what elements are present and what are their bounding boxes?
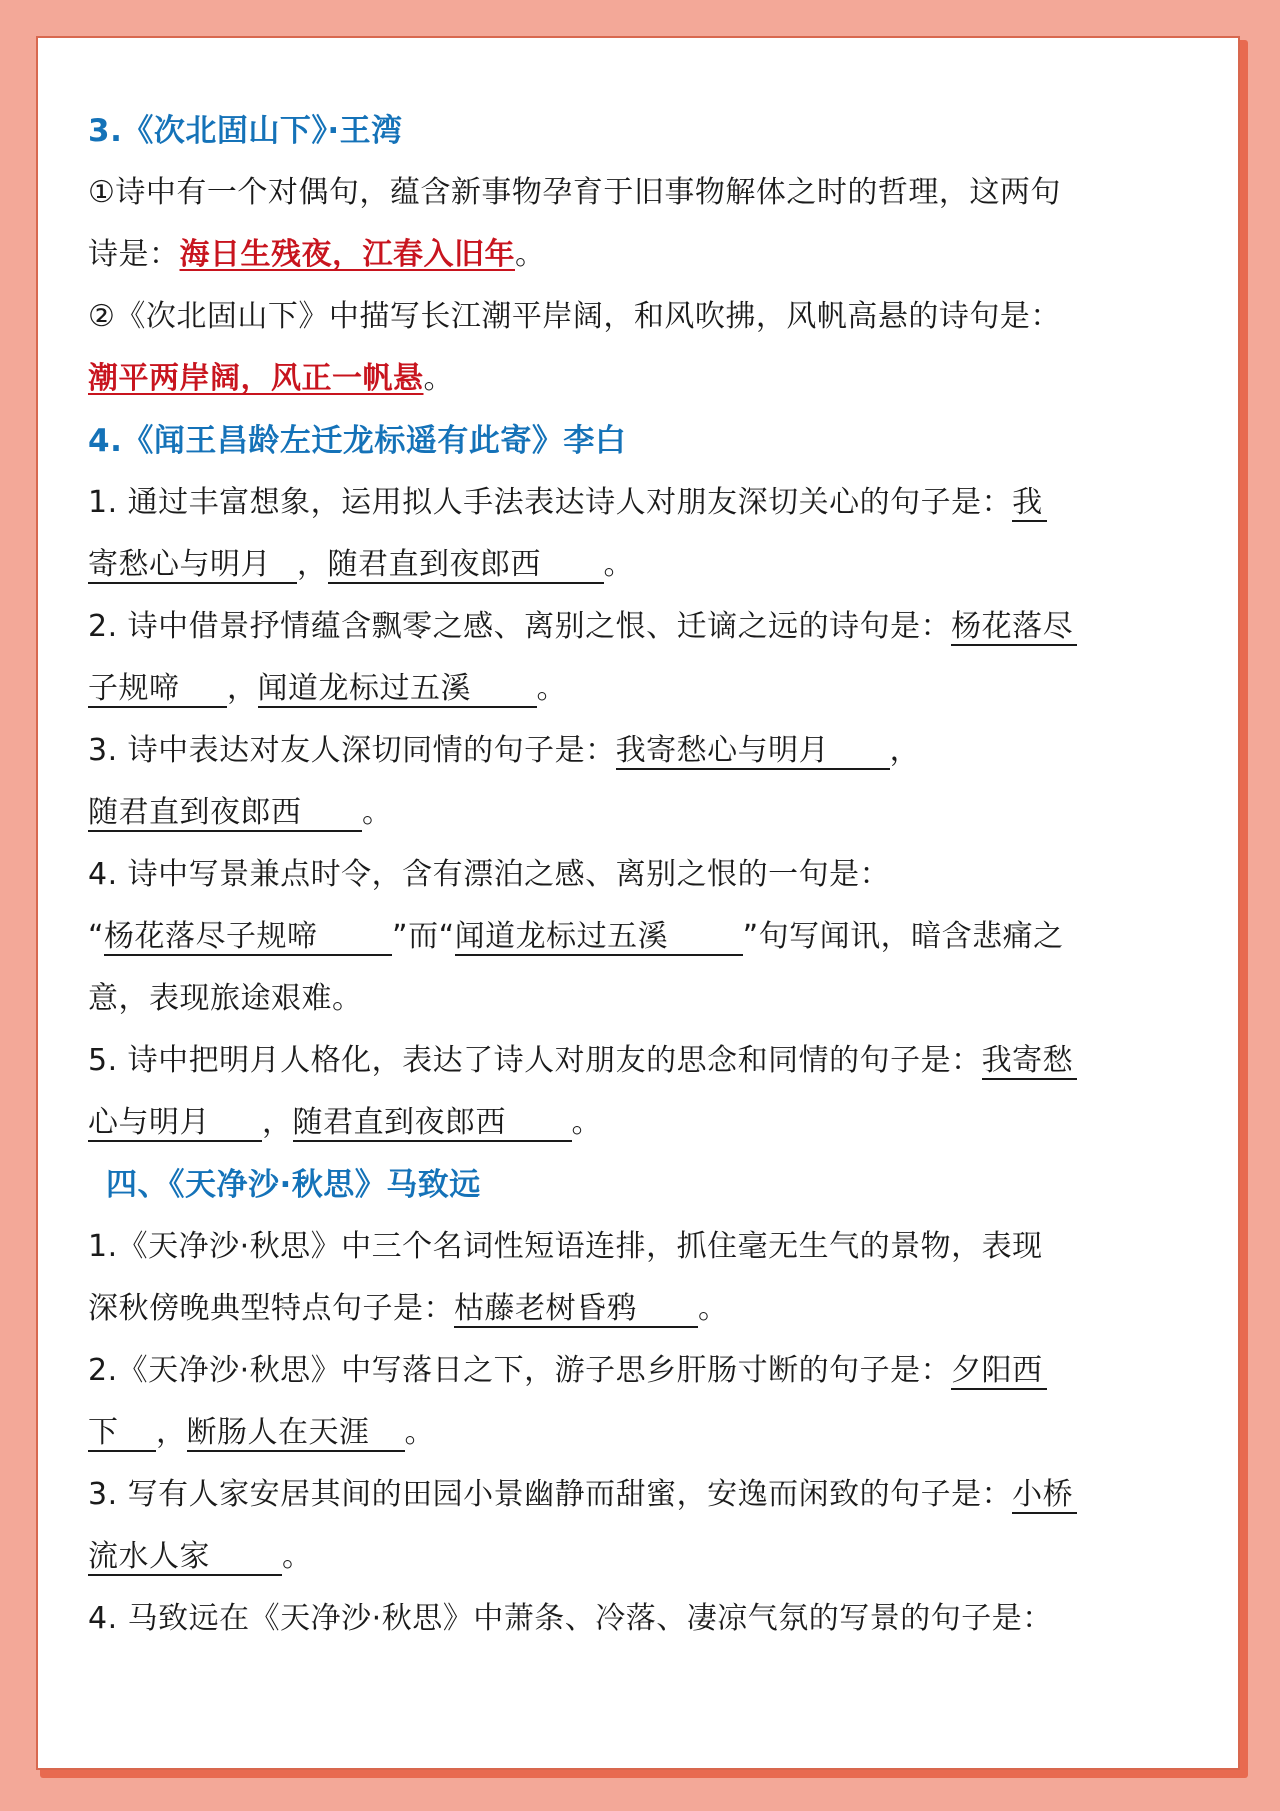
punctuation: ， (227, 671, 258, 706)
question-line: 意，表现旅途艰难。 (88, 981, 363, 1016)
question-line (88, 658, 1238, 720)
question-text: 3. 诗中表达对友人深切同情的句子是： (88, 733, 616, 768)
answer-blank: 我寄愁 (982, 1044, 1078, 1080)
punctuation: ， (156, 1415, 187, 1450)
answer-blank: 子规啼 (88, 672, 227, 708)
question-line: 1.《天净沙·秋思》中三个名词性短语连排，抓住毫无生气的景物，表现 (88, 1229, 1043, 1264)
question-text: 1. 通过丰富想象，运用拟人手法表达诗人对朋友深切关心的句子是： (88, 485, 1013, 520)
question-text: 2.《天净沙·秋思》中写落日之下，游子思乡肝肠寸断的句子是： (88, 1353, 952, 1388)
question-text: 5. 诗中把明月人格化，表达了诗人对朋友的思念和同情的句子是： (88, 1043, 982, 1078)
punctuation: 。 (362, 795, 393, 830)
answer-blank: 闻道龙标过五溪 (455, 920, 743, 956)
question-line: ②《次北固山下》中描写长江潮平岸阔，和风吹拂，风帆高悬的诗句是： (88, 299, 1061, 334)
question-line (88, 1030, 1238, 1092)
punctuation: ， (262, 1105, 293, 1140)
answer-blank: 枯藤老树昏鸦 (454, 1292, 698, 1328)
question-line (88, 1464, 1238, 1526)
punctuation: “ (88, 919, 105, 954)
question-line (88, 1526, 1238, 1588)
question-text: 2. 诗中借景抒情蕴含飘零之感、离别之恨、迁谪之远的诗句是： (88, 609, 952, 644)
question-line: 4. 马致远在《天净沙·秋思》中萧条、冷落、凄凉气氛的写景的句子是： (88, 1601, 1053, 1636)
answer-blank: 心与明月 (88, 1106, 262, 1142)
answer-blank: 夕阳西 (951, 1354, 1047, 1390)
punctuation: 。 (603, 547, 634, 582)
answer-blank: 下 (88, 1416, 156, 1452)
question-text: ”句写闻讯，暗含悲痛之 (742, 919, 1064, 954)
section-heading-iv: 四、《天净沙·秋思》马致远 (106, 1167, 481, 1203)
answer-blank: 随君直到夜郎西 (293, 1106, 572, 1142)
punctuation: 。 (571, 1105, 602, 1140)
answer-blank: 杨花落尽 (951, 610, 1077, 646)
question-line (88, 224, 1238, 286)
answer-blank: 小桥 (1012, 1478, 1077, 1514)
question-text: 3. 写有人家安居其间的田园小景幽静而甜蜜，安逸而闲致的句子是： (88, 1477, 1013, 1512)
question-line: ①诗中有一个对偶句，蕴含新事物孕育于旧事物解体之时的哲理，这两句 (88, 175, 1061, 210)
question-line (88, 472, 1238, 534)
punctuation: 。 (536, 671, 567, 706)
punctuation: ， (889, 733, 921, 768)
section-heading-4: 4.《闻王昌龄左迁龙标遥有此寄》李白 (88, 423, 627, 459)
question-line (88, 1402, 1238, 1464)
document-content (88, 100, 1238, 1650)
answer-blank: 我 (1012, 486, 1047, 522)
paper-sheet (36, 36, 1240, 1770)
punctuation: 。 (282, 1539, 313, 1574)
question-line: 4. 诗中写景兼点时令，含有漂泊之感、离别之恨的一句是： (88, 857, 891, 892)
answer-blank: 随君直到夜郎西 (88, 796, 362, 832)
answer-blank: 我寄愁心与明月 (616, 734, 890, 770)
punctuation: 。 (698, 1291, 729, 1326)
question-line (88, 1278, 1238, 1340)
punctuation: 。 (404, 1415, 435, 1450)
question-line (88, 596, 1238, 658)
punctuation: ， (297, 547, 328, 582)
question-line (88, 720, 1238, 782)
answer-blank: 断肠人在天涯 (187, 1416, 405, 1452)
question-line (88, 534, 1238, 596)
answer-text: 潮平两岸阔，风正一帆悬 (88, 361, 424, 396)
question-line (88, 906, 1238, 968)
question-line (88, 348, 1238, 410)
section-heading-3: 3.《次北固山下》·王湾 (88, 113, 403, 149)
question-line (88, 782, 1238, 844)
question-line (88, 1092, 1238, 1154)
question-text: 诗是： (88, 237, 180, 272)
question-text: ”而“ (392, 919, 455, 954)
answer-blank: 杨花落尽子规啼 (104, 920, 392, 956)
answer-blank: 流水人家 (88, 1540, 282, 1576)
answer-blank: 随君直到夜郎西 (328, 548, 604, 584)
punctuation: 。 (423, 361, 454, 396)
answer-text: 海日生残夜，江春入旧年 (179, 237, 515, 272)
answer-blank: 寄愁心与明月 (88, 548, 297, 584)
question-line (88, 1340, 1238, 1402)
question-text: 深秋傍晚典型特点句子是： (88, 1291, 454, 1326)
answer-blank: 闻道龙标过五溪 (258, 672, 537, 708)
punctuation: 。 (515, 237, 546, 272)
